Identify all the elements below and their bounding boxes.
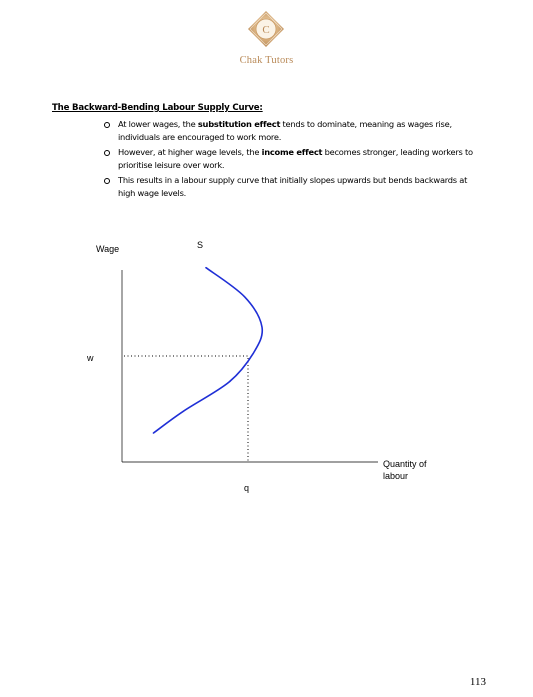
page-number: 113 bbox=[469, 676, 486, 688]
bullet-text-start: This results in a labour supply curve that initially slopes upwards but bends backwards at high wage levels. bbox=[118, 175, 468, 198]
bullet-text-end: tends to dominate, meaning as wages rise, individuals are encouraged to work more. bbox=[118, 119, 452, 142]
supply-curve bbox=[154, 268, 263, 433]
quantity-level-label: q bbox=[244, 483, 250, 493]
bullet-text-bold: substitution effect bbox=[197, 119, 281, 129]
bullet-text-start: At lower wages, the bbox=[118, 119, 198, 129]
section-heading: The Backward-Bending Labour Supply Curve: bbox=[52, 103, 263, 113]
svg-text:C: C bbox=[262, 24, 270, 36]
bullet-text-end: becomes stronger, leading workers to prioritise leisure over work. bbox=[118, 147, 473, 170]
brand-name: Chak Tutors bbox=[239, 55, 294, 66]
y-axis-label: Wage bbox=[96, 244, 120, 254]
bullet-text-start: However, at higher wage levels, the bbox=[118, 147, 262, 157]
bullet-text-bold: income effect bbox=[261, 147, 323, 157]
wage-level-label: w bbox=[87, 353, 94, 363]
series-label: S bbox=[197, 240, 204, 250]
x-axis-label-line-2: labour bbox=[383, 471, 409, 481]
x-axis-label-line-1: Quantity of bbox=[383, 459, 427, 469]
